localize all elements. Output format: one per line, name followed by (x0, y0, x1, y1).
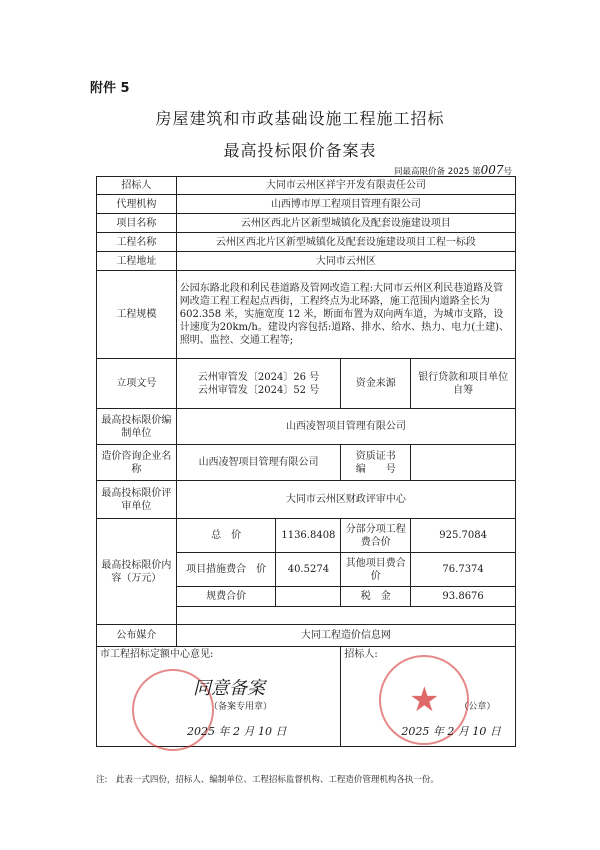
page-subtitle: 最高投标限价备案表 (223, 141, 377, 160)
row-media (97, 625, 516, 647)
label-price: 最高投标限价内容（万元） (97, 519, 177, 625)
label-measure-fee: 项目措施费合 价 (176, 553, 276, 587)
signoff-left-date: 2025 年 2 月 10 日 (187, 725, 287, 738)
label-reviewer: 最高投标限价评审单位 (97, 481, 177, 519)
value-media: 大同工程造价信息网 (176, 625, 515, 647)
approval-doc-2: 云州审管发〔2024〕52 号 (197, 384, 320, 396)
row-engineering-name (97, 233, 516, 252)
label-consult: 造价咨询企业名称 (97, 445, 177, 481)
value-approval (176, 359, 341, 409)
row-price-total (97, 519, 516, 553)
signoff-left-title: 市工程招标定额中心意见: (100, 649, 214, 660)
label-approval: 立项文号 (97, 359, 177, 409)
value-agency: 山西博市厚工程项目管理有限公司 (176, 195, 515, 214)
row-signoff (97, 647, 516, 747)
label-media: 公布媒介 (97, 625, 177, 647)
cert-label-line1: 资质证书 (355, 450, 396, 462)
label-subitem-fee: 分部分项工程费合价 (341, 519, 411, 553)
label-engineering-name: 工程名称 (97, 233, 177, 252)
label-project-name: 项目名称 (97, 214, 177, 233)
label-regulation-fee: 规费合价 (176, 587, 276, 607)
doc-number-prefix: 同最高限价备 2025 第 (394, 167, 481, 177)
signoff-left (97, 647, 341, 747)
signoff-handwriting: 同意备案 (193, 678, 265, 699)
footnote: 注: 此表一式四份，招标人、编制单位、工程招标监督机构、工程造价管理机构各执一份。 (96, 775, 439, 785)
row-approval (97, 359, 516, 409)
value-subitem-fee: 925.7084 (411, 519, 516, 553)
value-measure-fee: 40.5274 (276, 553, 341, 587)
cert-label-line2: 编 号 (355, 463, 396, 475)
label-total-price: 总 价 (176, 519, 276, 553)
value-consult: 山西凌智项目管理有限公司 (176, 445, 341, 481)
row-agency (97, 195, 516, 214)
value-reviewer: 大同市云州区财政评审中心 (176, 481, 515, 519)
value-engineering-name: 云州区西北片区新型城镇化及配套设施建设项目工程一标段 (176, 233, 515, 252)
page-title: 房屋建筑和市政基础设施工程施工招标 (155, 109, 445, 128)
label-scale: 工程规模 (97, 271, 177, 359)
value-project-name: 云州区西北片区新型城镇化及配套设施建设项目 (176, 214, 515, 233)
value-cert-number (411, 445, 516, 481)
approval-doc-1: 云州审管发〔2024〕26 号 (197, 371, 320, 383)
value-compiler: 山西凌智项目管理有限公司 (176, 409, 515, 445)
label-fund-source: 资金来源 (341, 359, 411, 409)
signoff-right (341, 647, 516, 747)
value-regulation-fee (276, 587, 341, 607)
filing-table (96, 176, 516, 747)
value-total-price: 1136.8408 (276, 519, 341, 553)
label-cert-number (341, 445, 411, 481)
signoff-right-date: 2025 年 2 月 10 日 (401, 725, 501, 738)
value-scale: 公园东路北段和利民巷道路及管网改造工程:大同市云州区利民巷道路及管网改造工程工程起点西街，工程终点为北环路，施工范围内道路全长为602.358 米，实施宽度 12 米，断面布置为双向两车道，为城市支路，设计速度为20km/h。建设内容包括:道路、排水、给水、热力、电力(土建)、照明、监控、交通工程等; (176, 271, 515, 359)
attachment-label: 附件 5 (90, 81, 130, 96)
seal-star-icon: ★ (409, 679, 440, 720)
signoff-right-title: 招标人: (344, 649, 378, 660)
row-project-name (97, 214, 516, 233)
label-other-fee: 其他项目费合 价 (341, 553, 411, 587)
row-tenderer (97, 177, 516, 195)
value-fund-source: 银行贷款和项目单位自筹 (411, 359, 516, 409)
row-reviewer (97, 481, 516, 519)
row-scale (97, 271, 516, 359)
row-compiler (97, 409, 516, 445)
value-tax: 93.8676 (411, 587, 516, 607)
price-blank-cell (176, 607, 515, 625)
label-tenderer: 招标人 (97, 177, 177, 195)
row-consult (97, 445, 516, 481)
signoff-left-stamp-note: （备案专用章） (209, 702, 273, 712)
doc-number-suffix: 号 (503, 167, 512, 177)
signoff-right-stamp-note: （公章） (459, 702, 496, 712)
doc-number (394, 163, 512, 177)
label-tax: 税 金 (341, 587, 411, 607)
label-address: 工程地址 (97, 252, 177, 271)
value-other-fee: 76.7374 (411, 553, 516, 587)
row-address (97, 252, 516, 271)
label-agency: 代理机构 (97, 195, 177, 214)
doc-number-value: 007 (480, 163, 504, 177)
value-tenderer: 大同市云州区祥宇开发有限责任公司 (176, 177, 515, 195)
label-compiler: 最高投标限价编制单位 (97, 409, 177, 445)
value-address: 大同市云州区 (176, 252, 515, 271)
